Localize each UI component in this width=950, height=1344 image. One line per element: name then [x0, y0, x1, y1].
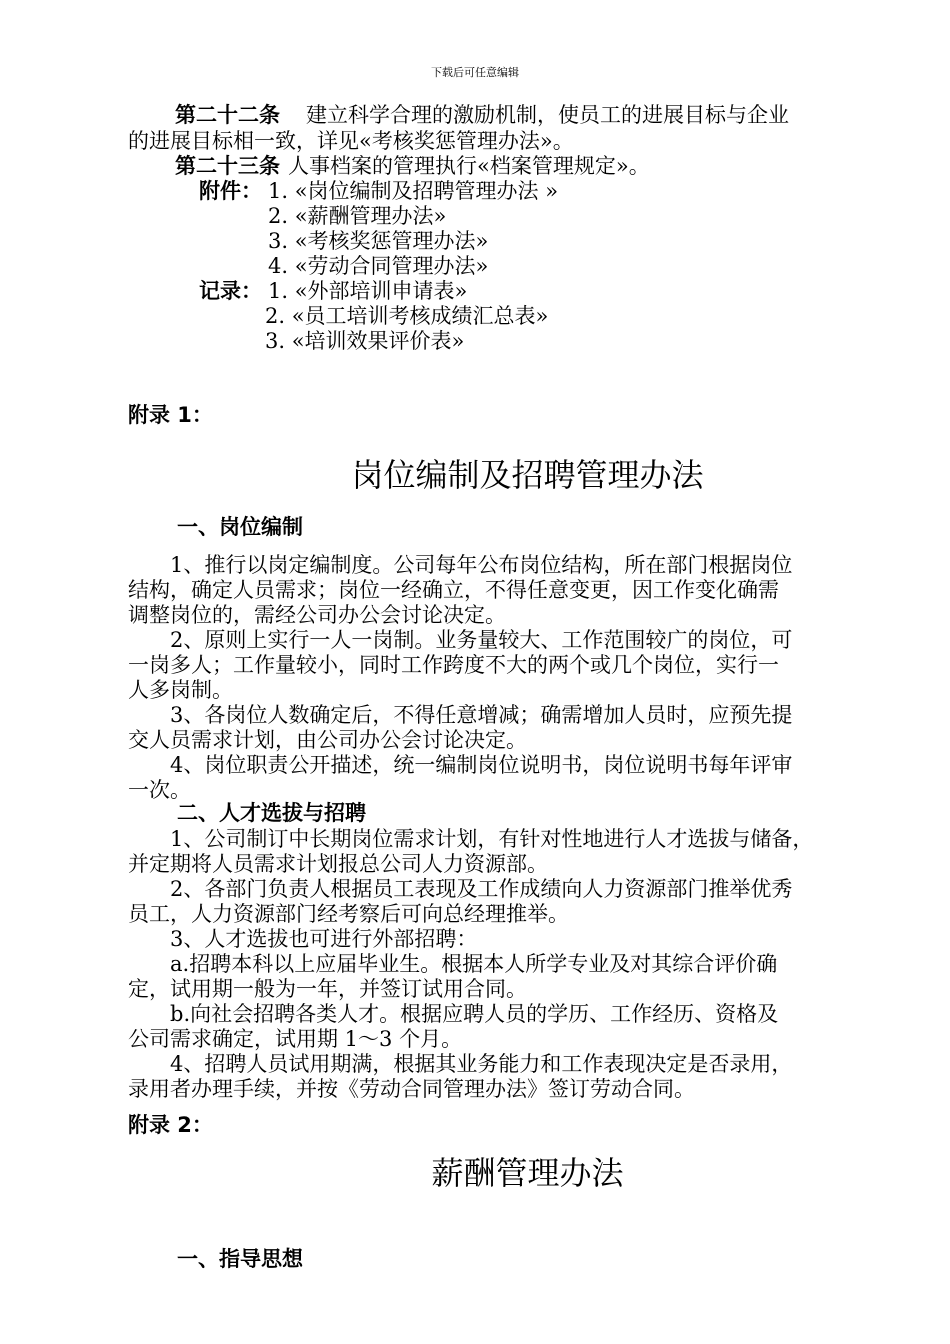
article-23-line — [175, 153, 650, 179]
paragraph-line: 录用者办理手续，并按《劳动合同管理办法》签订劳动合同。 — [128, 1077, 695, 1101]
article-22-line-2: 的进展目标相一致，详见«考核奖惩管理办法»。 — [128, 129, 574, 153]
article-23-label: 第二十三条 — [175, 154, 280, 178]
paragraph-line: 4、招聘人员试用期满，根据其业务能力和工作表现决定是否录用， — [128, 1052, 793, 1076]
attachments-label: 附件： — [199, 179, 262, 203]
article-23-text: 人事档案的管理执行«档案管理规定»。 — [288, 154, 650, 178]
paragraph-line: 员工，人力资源部门经考察后可向总经理推举。 — [128, 902, 569, 926]
appendix-1-title: 岗位编制及招聘管理办法 — [351, 456, 704, 494]
appendix-1-section-2-heading: 二、人才选拔与招聘 — [177, 801, 366, 825]
article-22-label: 第二十二条 — [175, 103, 280, 127]
paragraph-line: 3、各岗位人数确定后，不得任意增减；确需增加人员时，应预先提 — [128, 703, 793, 727]
paragraph-line: 2、各部门负责人根据员工表现及工作成绩向人力资源部门推举优秀 — [128, 877, 793, 901]
records-label: 记录： — [199, 279, 262, 303]
paragraph-line: a.招聘本科以上应届毕业生。根据本人所学专业及对其综合评价确 — [128, 952, 778, 976]
paragraph-line: b.向社会招聘各类人才。根据应聘人员的学历、工作经历、资格及 — [128, 1002, 779, 1026]
paragraph-line: 2、原则上实行一人一岗制。业务量较大、工作范围较广的岗位，可 — [128, 628, 793, 652]
record-item: 2. «员工培训考核成绩汇总表» — [265, 304, 549, 328]
appendix-1-label: 附录 1： — [128, 403, 213, 427]
appendix-2-title: 薪酬管理办法 — [431, 1154, 624, 1192]
header-note: 下载后可任意编辑 — [431, 66, 519, 79]
paragraph-line: 一岗多人；工作量较小，同时工作跨度不大的两个或几个岗位，实行一 — [128, 653, 779, 677]
paragraph-line: 3、人才选拔也可进行外部招聘： — [128, 927, 478, 951]
paragraph-line: 调整岗位的，需经公司办公会讨论决定。 — [128, 603, 506, 627]
article-22-text-1: 建立科学合理的激励机制，使员工的进展目标与企业 — [306, 103, 789, 127]
paragraph-line: 公司需求确定，试用期 1～3 个月。 — [128, 1027, 463, 1051]
paragraph-line: 4、岗位职责公开描述，统一编制岗位说明书，岗位说明书每年评审 — [128, 753, 793, 777]
paragraph-line: 人多岗制。 — [128, 678, 233, 702]
appendix-2-label: 附录 2： — [128, 1113, 213, 1137]
paragraph-line: 交人员需求计划，由公司办公会讨论决定。 — [128, 728, 527, 752]
attachment-item: 3. «考核奖惩管理办法» — [268, 229, 489, 253]
paragraph-line: 并定期将人员需求计划报总公司人力资源部。 — [128, 852, 548, 876]
appendix-2-section-1-heading: 一、指导思想 — [177, 1247, 303, 1271]
paragraph-line: 1、公司制订中长期岗位需求计划，有针对性地进行人才选拔与储备， — [128, 827, 814, 851]
paragraph-line: 定，试用期一般为一年，并签订试用合同。 — [128, 977, 527, 1001]
attachment-item: 4. «劳动合同管理办法» — [268, 254, 489, 278]
record-item: 3. «培训效果评价表» — [265, 329, 465, 353]
appendix-1-section-1-heading: 一、岗位编制 — [177, 515, 303, 539]
paragraph-line: 1、推行以岗定编制度。公司每年公布岗位结构，所在部门根据岗位 — [128, 553, 793, 577]
paragraph-line: 结构，确定人员需求；岗位一经确立，不得任意变更，因工作变化确需 — [128, 578, 779, 602]
paragraph-line: 一次。 — [128, 778, 191, 802]
article-22-line-1 — [175, 102, 789, 128]
attachment-item: 2. «薪酬管理办法» — [268, 204, 447, 228]
attachment-item: 1. «岗位编制及招聘管理办法 » — [268, 179, 559, 203]
record-item: 1. «外部培训申请表» — [268, 279, 468, 303]
